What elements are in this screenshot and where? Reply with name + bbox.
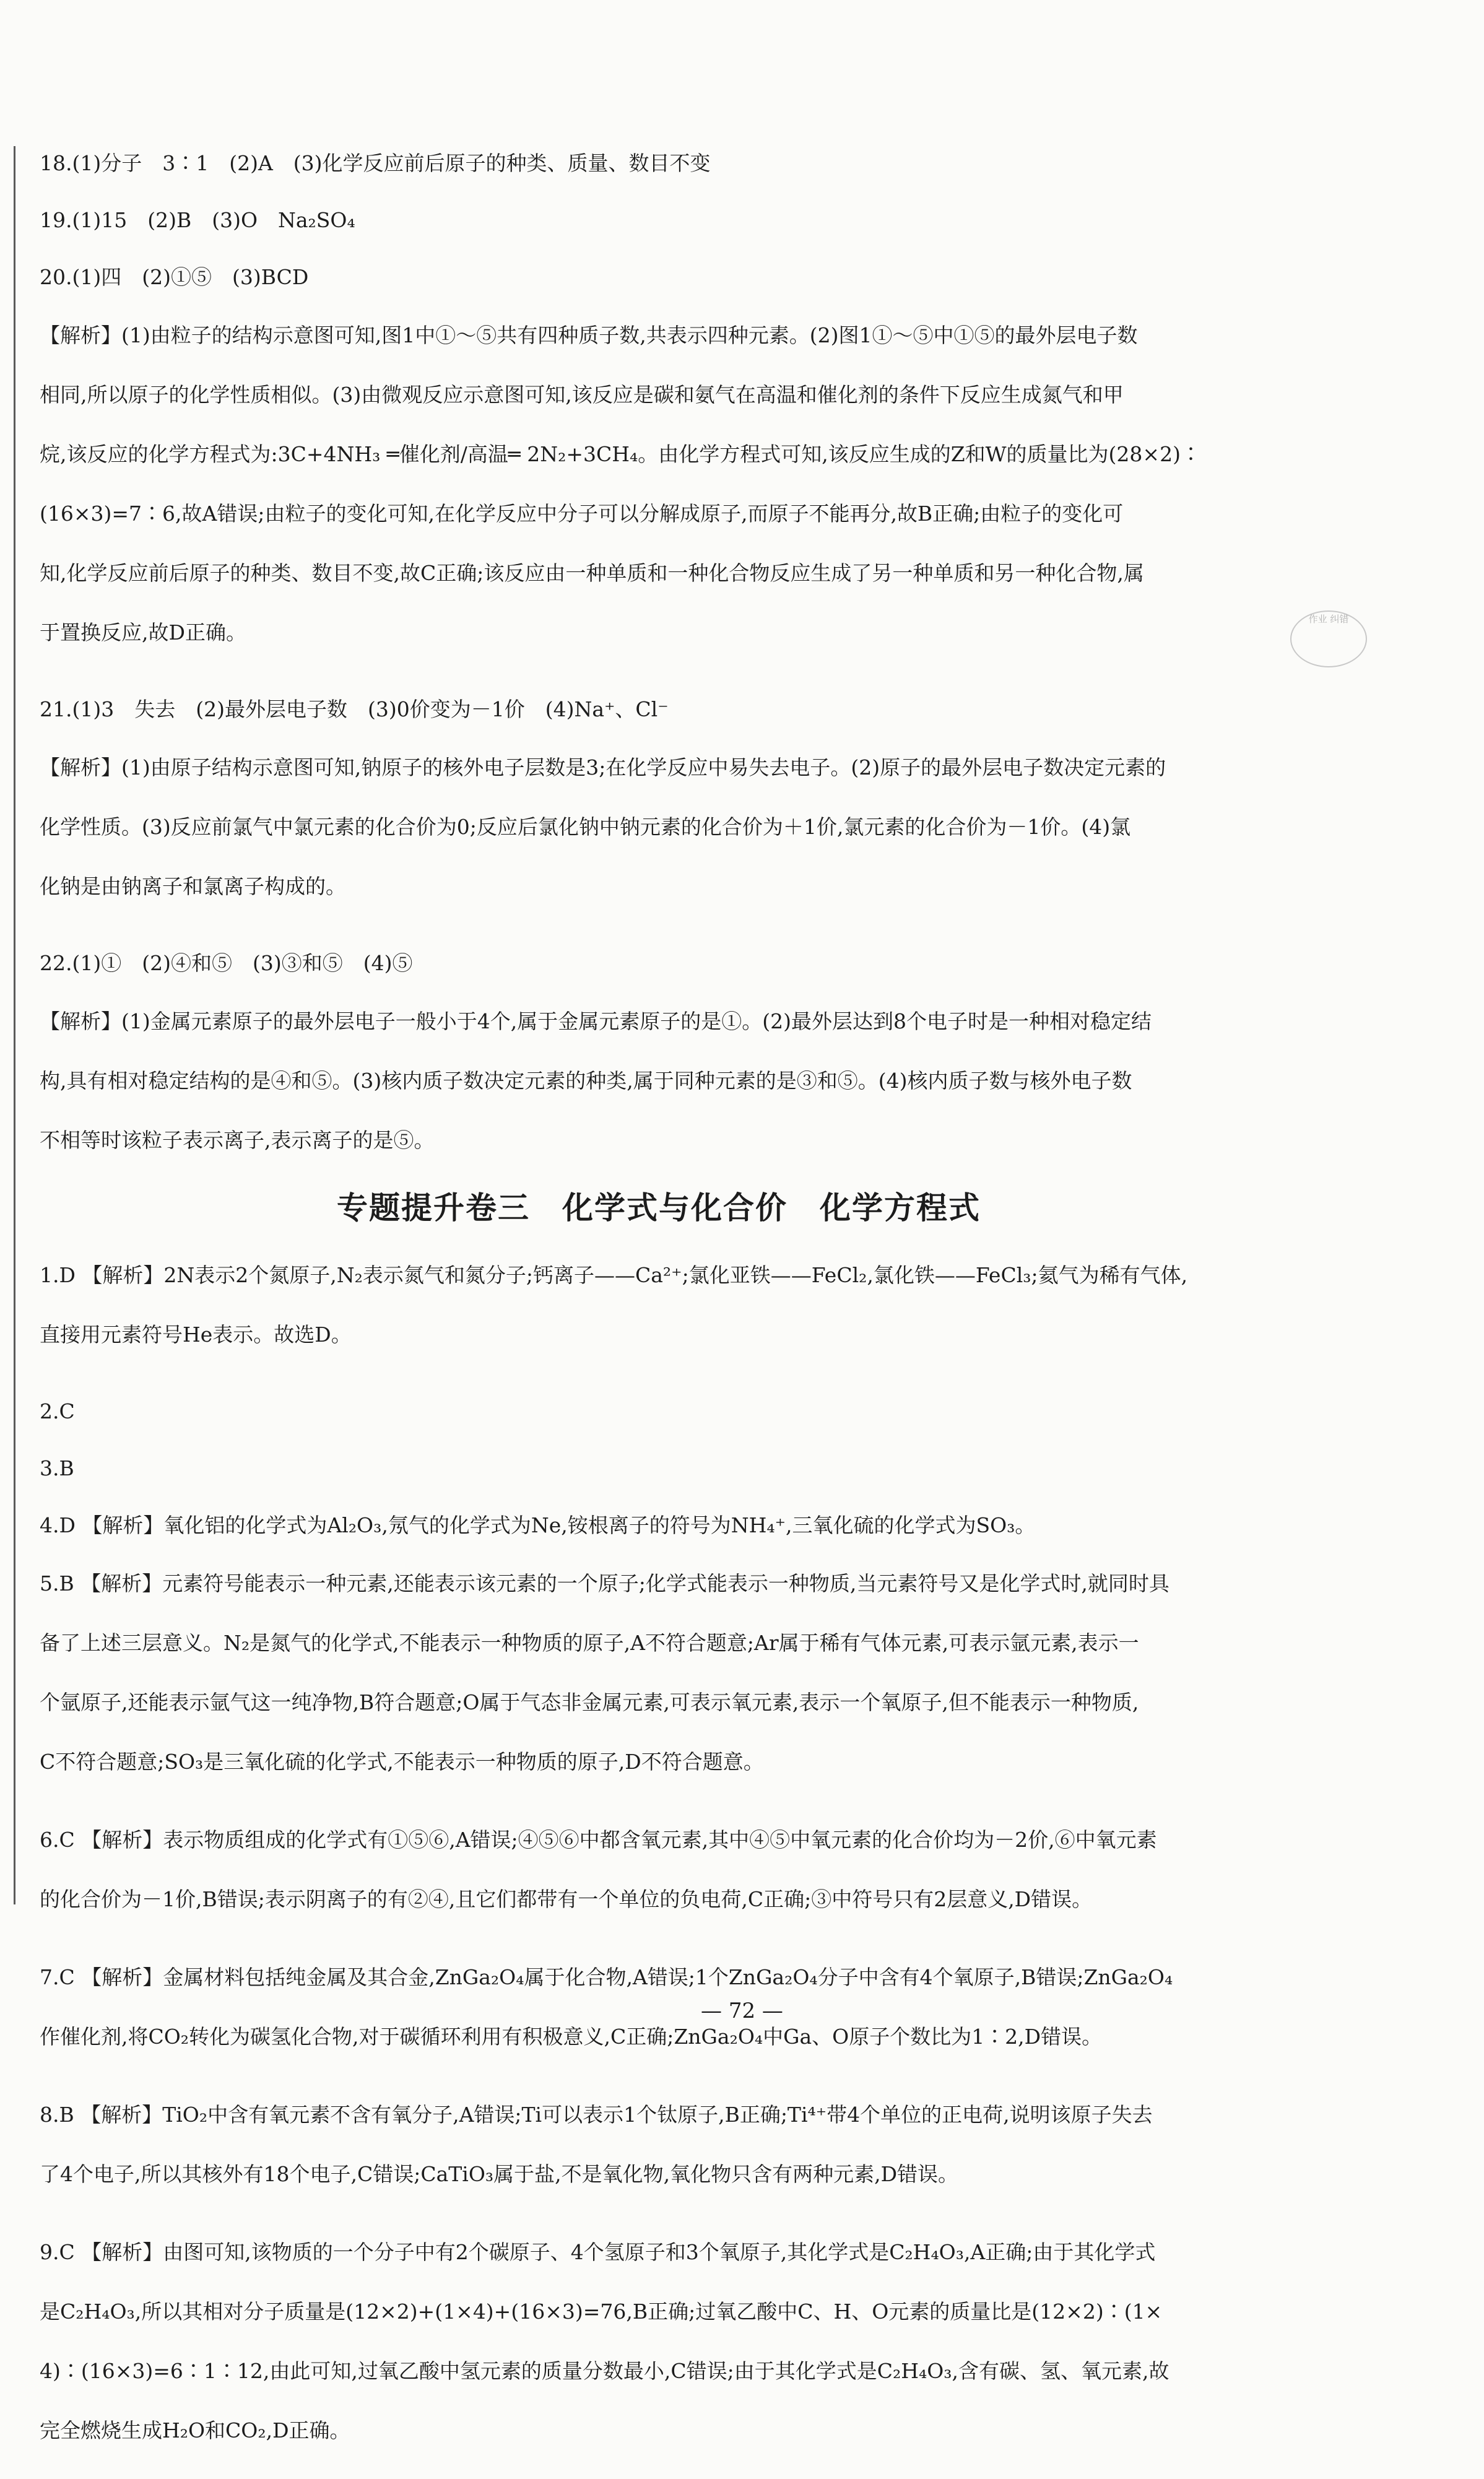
analysis-line: 完全燃烧生成H₂O和CO₂,D正确。: [40, 2418, 350, 2442]
analysis-line: 4)∶(16×3)=6∶1∶12,由此可知,过氧乙酸中氢元素的质量分数最小,C错误;由于其化学式是C₂H₄O₃,含有碳、氢、氧元素,故: [40, 2359, 1169, 2383]
margin-rule: [14, 146, 15, 1904]
analysis-20: [40, 306, 1278, 662]
analysis-line: 化钠是由钠离子和氯离子构成的。: [40, 874, 346, 898]
answer-19: 19.(1)15 (2)B (3)O Na₂SO₄: [40, 208, 355, 232]
analysis-line: 备了上述三层意义。N₂是氮气的化学式,不能表示一种物质的原子,A不符合题意;Ar属于稀有气体元素,可表示氩元素,表示一: [40, 1631, 1139, 1655]
page-number: — 72 —: [701, 1999, 783, 2023]
analysis-line: 作催化剂,将CO₂转化为碳氢化合物,对于碳循环利用有积极意义,C正确;ZnGa₂O₄中Ga、O原子个数比为1∶2,D错误。: [40, 2025, 1103, 2049]
analysis-line: 个氩原子,还能表示氩气这一纯净物,B符合题意;O属于气态非金属元素,可表示氧元素,表示一个氧原子,但不能表示一种物质,: [40, 1690, 1139, 1714]
analysis-line: 烷,该反应的化学方程式为:3C+4NH₃ ═催化剂/高温═ 2N₂+3CH₄。由化学方程式可知,该反应生成的Z和W的质量比为(28×2)∶: [40, 442, 1201, 466]
section-answer-4: 4.D 【解析】氧化铝的化学式为Al₂O₃,氖气的化学式为Ne,铵根离子的符号为NH₄⁺,三氧化硫的化学式为SO₃。: [40, 1513, 1036, 1537]
section-answer-1: [40, 1246, 1278, 1365]
answer-20: 20.(1)四 (2)①⑤ (3)BCD: [40, 265, 309, 289]
analysis-line: C不符合题意;SO₃是三氧化硫的化学式,不能表示一种物质的原子,D不符合题意。: [40, 1750, 764, 1774]
section-title: 专题提升卷三 化学式与化合价 化学方程式: [337, 1190, 981, 1226]
analysis-line: 的化合价为－1价,B错误;表示阴离子的有②④,且它们都带有一个单位的负电荷,C正确;③中符号只有2层意义,D错误。: [40, 1887, 1093, 1911]
analysis-line: 9.C 【解析】由图可知,该物质的一个分子中有2个碳原子、4个氢原子和3个氧原子,其化学式是C₂H₄O₃,A正确;由于其化学式: [40, 2240, 1156, 2264]
section-answer-3: 3.B: [40, 1456, 74, 1480]
analysis-line: 【解析】(1)由原子结构示意图可知,钠原子的核外电子层数是3;在化学反应中易失去电子。(2)原子的最外层电子数决定元素的: [40, 755, 1166, 779]
answer-18: 18.(1)分子 3∶1 (2)A (3)化学反应前后原子的种类、质量、数目不变: [40, 151, 711, 175]
analysis-line: 【解析】(1)金属元素原子的最外层电子一般小于4个,属于金属元素原子的是①。(2)最外层达到8个电子时是一种相对稳定结: [40, 1009, 1152, 1033]
section-answer-8: [40, 2085, 1278, 2204]
analysis-22: [40, 992, 1278, 1170]
analysis-line: 直接用元素符号He表示。故选D。: [40, 1322, 352, 1347]
analysis-line: 于置换反应,故D正确。: [40, 620, 246, 645]
analysis-line: 了4个电子,所以其核外有18个电子,C错误;CaTiO₃属于盐,不是氧化物,氧化物只含有两种元素,D错误。: [40, 2162, 959, 2186]
section-answer-6: [40, 1810, 1278, 1929]
analysis-line: 构,具有相对稳定结构的是④和⑤。(3)核内质子数决定元素的种类,属于同种元素的是③和⑤。(4)核内质子数与核外电子数: [40, 1069, 1132, 1093]
analysis-line: 【解析】(1)由粒子的结构示意图可知,图1中①～⑤共有四种质子数,共表示四种元素。(2)图1①～⑤中①⑤的最外层电子数: [40, 323, 1138, 347]
analysis-line: 是C₂H₄O₃,所以其相对分子质量是(12×2)+(1×4)+(16×3)=76,B正确;过氧乙酸中C、H、O元素的质量比是(12×2)∶(1×: [40, 2299, 1163, 2324]
section-answer-2: 2.C: [40, 1399, 75, 1423]
analysis-line: 7.C 【解析】金属材料包括纯金属及其合金,ZnGa₂O₄属于化合物,A错误;1个ZnGa₂O₄分子中含有4个氧原子,B错误;ZnGa₂O₄: [40, 1965, 1173, 1989]
analysis-line: 知,化学反应前后原子的种类、数目不变,故C正确;该反应由一种单质和一种化合物反应生成了另一种单质和另一种化合物,属: [40, 561, 1144, 585]
answer-content: [40, 135, 1278, 2479]
analysis-line: 化学性质。(3)反应前氯气中氯元素的化合价为0;反应后氯化钠中钠元素的化合价为＋1价,氯元素的化合价为－1价。(4)氯: [40, 815, 1131, 839]
analysis-line: 1.D 【解析】2N表示2个氮原子,N₂表示氮气和氮分子;钙离子——Ca²⁺;氯化亚铁——FeCl₂,氯化铁——FeCl₃;氦气为稀有气体,: [40, 1263, 1188, 1287]
analysis-line: 6.C 【解析】表示物质组成的化学式有①⑤⑥,A错误;④⑤⑥中都含氧元素,其中④⑤中氧元素的化合价均为－2价,⑥中氧元素: [40, 1828, 1157, 1852]
stamp-text: 作业 纠错: [1308, 614, 1349, 625]
analysis-line: 8.B 【解析】TiO₂中含有氧元素不含有氧分子,A错误;Ti可以表示1个钛原子,B正确;Ti⁴⁺带4个单位的正电荷,说明该原子失去: [40, 2103, 1153, 2127]
stamp-mark: [1290, 610, 1367, 667]
section-answer-5: [40, 1554, 1278, 1792]
analysis-line: 不相等时该粒子表示离子,表示离子的是⑤。: [40, 1128, 435, 1152]
answer-22: 22.(1)① (2)④和⑤ (3)③和⑤ (4)⑤: [40, 951, 413, 975]
section-answer-9: [40, 2223, 1278, 2460]
analysis-line: (16×3)=7∶6,故A错误;由粒子的变化可知,在化学反应中分子可以分解成原子,而原子不能再分,故B正确;由粒子的变化可: [40, 501, 1124, 526]
analysis-21: [40, 738, 1278, 916]
analysis-line: 相同,所以原子的化学性质相似。(3)由微观反应示意图可知,该反应是碳和氨气在高温和催化剂的条件下反应生成氮气和甲: [40, 383, 1124, 407]
answer-21: 21.(1)3 失去 (2)最外层电子数 (3)0价变为－1价 (4)Na⁺、Cl⁻: [40, 697, 669, 721]
analysis-line: 5.B 【解析】元素符号能表示一种元素,还能表示该元素的一个原子;化学式能表示一种物质,当元素符号又是化学式时,就同时具: [40, 1571, 1169, 1596]
